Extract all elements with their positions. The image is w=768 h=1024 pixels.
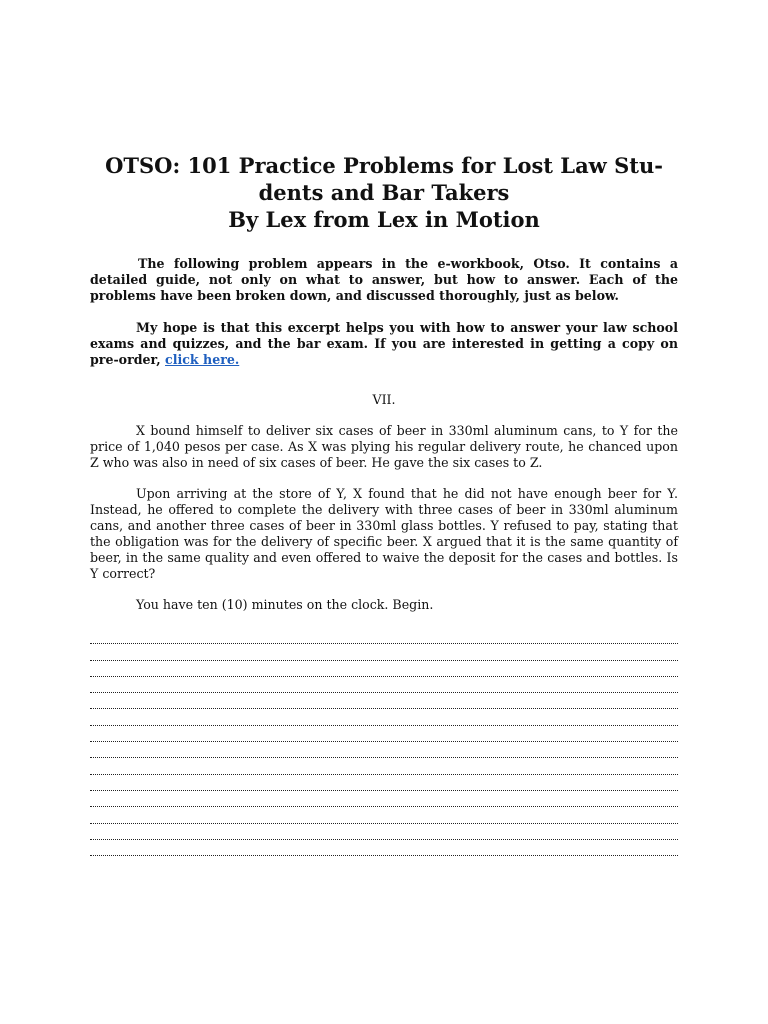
title-line-1: OTSO: 101 Practice Problems for Lost Law Stu- — [105, 153, 663, 178]
problem-instruction: You have ten (10) minutes on the clock. Begin. — [136, 597, 434, 612]
answer-line — [90, 709, 678, 725]
answer-line — [90, 628, 678, 644]
intro-paragraph-2 — [90, 320, 678, 368]
title-line-2: dents and Bar Takers — [258, 180, 510, 205]
problem-paragraph-2: Upon arriving at the store of Y, X found that he did not have enough beer for Y. Instead, he offered to complete the delivery with three cases of beer in 330ml aluminum cans, and another three cases of beer in 330ml glass bottles. Y refused to pay, stating that the obligation was for the delivery of specific beer. X argued that it is the same quantity of beer, in the same quality and even offered to waive the deposit for the cases and bottles. Is Y correct? — [90, 486, 678, 581]
answer-line — [90, 677, 678, 693]
title-line-3: By Lex from Lex in Motion — [228, 207, 540, 232]
preorder-link[interactable]: click here. — [165, 352, 240, 367]
problem-section — [90, 423, 678, 613]
answer-line — [90, 758, 678, 774]
answer-line — [90, 775, 678, 791]
answer-line — [90, 726, 678, 742]
answer-line — [90, 661, 678, 677]
section-number: VII. — [372, 392, 396, 407]
answer-line — [90, 742, 678, 758]
document-title — [90, 152, 678, 233]
intro-section — [90, 256, 678, 368]
intro-paragraph-2-text: My hope is that this excerpt helps you with how to answer your law school exams and quizzes, and the bar exam. If you are interested in getting a copy on pre-order, — [90, 320, 678, 367]
answer-line — [90, 824, 678, 840]
answer-line — [90, 840, 678, 856]
answer-line — [90, 791, 678, 807]
document-page — [90, 152, 678, 856]
intro-paragraph-1: The following problem appears in the e-workbook, Otso. It contains a detailed guide, not only on what to answer, but how to answer. Each of the problems have been broken down, and discussed thoroughly, just as below. — [90, 256, 678, 303]
problem-paragraph-1: X bound himself to deliver six cases of beer in 330ml aluminum cans, to Y for the price of 1,040 pesos per case. As X was plying his regular delivery route, he chanced upon Z who was also in need of six cases of beer. He gave the six cases to Z. — [90, 423, 678, 470]
answer-line — [90, 693, 678, 709]
answer-lines — [90, 628, 678, 856]
answer-line — [90, 807, 678, 823]
answer-line — [90, 644, 678, 660]
